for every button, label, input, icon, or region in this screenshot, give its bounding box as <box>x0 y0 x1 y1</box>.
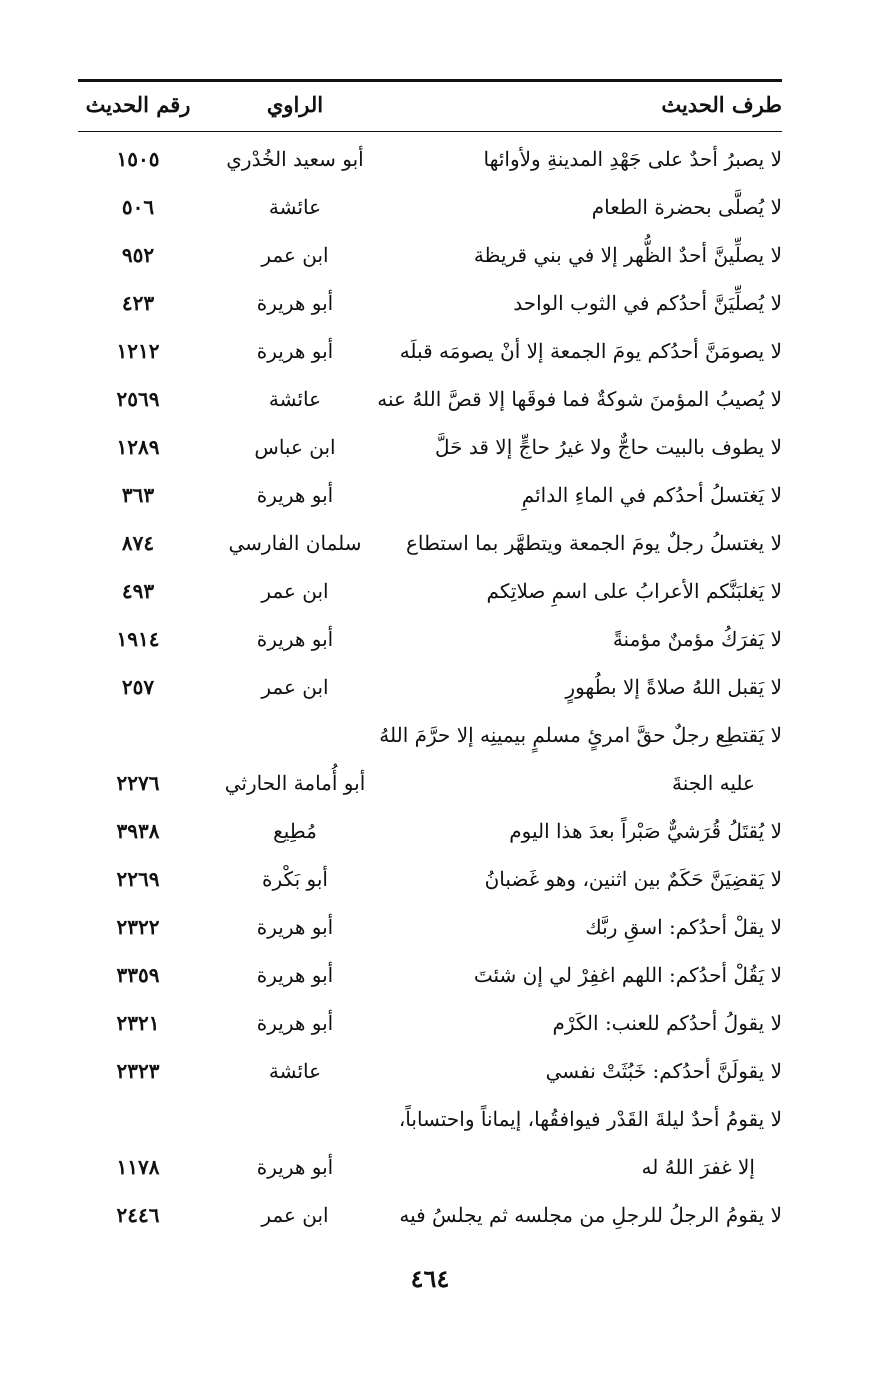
narrator: ابن عمر <box>261 579 329 603</box>
hadith-number: ٢٣٢٢ <box>116 915 160 939</box>
narrator: أبو هريرة <box>256 627 334 651</box>
table-row <box>0 230 885 278</box>
table-row <box>0 374 885 422</box>
table-row <box>0 278 885 326</box>
narrator: أبو أُمامة الحارثي <box>224 771 366 795</box>
hadith-text: لا يُصلَّى بحضرة الطعام <box>591 195 782 219</box>
hadith-number: ٣٣٥٩ <box>116 963 160 987</box>
header-hadith: طرف الحديث <box>661 92 782 117</box>
hadith-text: لا يقولَنَّ أحدُكم: خَبُثَتْ نفسي <box>545 1059 782 1083</box>
narrator: ابن عمر <box>261 243 329 267</box>
narrator: أبو سعيد الخُدْري <box>226 147 364 171</box>
hadith-number: ١١٧٨ <box>116 1155 160 1179</box>
hadith-text-line2: إلا غفرَ اللهُ له <box>641 1155 755 1179</box>
table-row <box>0 712 885 808</box>
hadith-number: ٩٥٢ <box>121 243 155 267</box>
narrator: ابن عباس <box>254 435 336 459</box>
hadith-text: لا يَغتسلُ أحدُكم في الماءِ الدائمِ <box>521 483 782 507</box>
narrator: عائشة <box>268 1059 322 1083</box>
hadith-number: ٨٧٤ <box>121 531 155 555</box>
hadith-number: ٥٠٦ <box>121 195 155 219</box>
hadith-number: ٢٤٤٦ <box>116 1203 160 1227</box>
hadith-number: ٣٩٣٨ <box>116 819 160 843</box>
table-row <box>0 422 885 470</box>
narrator: ابن عمر <box>261 1203 329 1227</box>
hadith-number: ١٥٠٥ <box>116 147 160 171</box>
hadith-text: لا يَقُلْ أحدُكم: اللهم اغفِرْ لي إن شئتَ <box>473 963 782 987</box>
page-number: ٤٦٤ <box>410 1264 450 1293</box>
table-row <box>0 998 885 1046</box>
hadith-number: ٢٣٢١ <box>116 1011 160 1035</box>
narrator: عائشة <box>268 195 322 219</box>
header-narrator: الراوي <box>266 92 324 117</box>
table-row <box>0 182 885 230</box>
narrator: مُطِيع <box>273 819 317 843</box>
table-row <box>0 902 885 950</box>
table-row <box>0 518 885 566</box>
narrator: أبو هريرة <box>256 963 334 987</box>
hadith-number: ١٢١٢ <box>116 339 160 363</box>
hadith-text: لا يقلْ أحدُكم: اسقِ ربَّك <box>585 915 782 939</box>
hadith-text: لا يغتسلُ رجلٌ يومَ الجمعة ويتطهَّر بما استطاع <box>405 531 782 555</box>
hadith-text: لا يَغلبَنَّكم الأعرابُ على اسمِ صلاتِكم <box>486 579 782 603</box>
hadith-number: ٢٥٦٩ <box>116 387 160 411</box>
hadith-text: لا يطوف بالبيت حاجٌّ ولا غيرُ حاجٍّ إلا قد حَلَّ <box>435 435 782 459</box>
narrator: أبو هريرة <box>256 1155 334 1179</box>
table-row <box>0 662 885 710</box>
narrator: أبو بَكْرة <box>262 867 328 891</box>
table-row <box>0 1096 885 1192</box>
table-row <box>0 614 885 662</box>
hadith-number: ١٩١٤ <box>116 627 160 651</box>
narrator: أبو هريرة <box>256 483 334 507</box>
table-row <box>0 854 885 902</box>
header-number: رقم الحديث <box>85 92 191 117</box>
hadith-number: ٢٢٦٩ <box>116 867 160 891</box>
hadith-text: لا يقولُ أحدُكم للعنب: الكَرْم <box>552 1011 782 1035</box>
hadith-number: ٤٢٣ <box>121 291 155 315</box>
hadith-number: ٣٦٣ <box>121 483 155 507</box>
table-row <box>0 950 885 998</box>
hadith-text: لا يَفرَكُ مؤمنٌ مؤمنةً <box>612 627 782 651</box>
narrator: أبو هريرة <box>256 915 334 939</box>
hadith-text-line1: لا يَقتطِع رجلٌ حقَّ امرئٍ مسلمٍ بيمينِه إلا حرَّمَ اللهُ <box>379 723 782 747</box>
hadith-number: ١٢٨٩ <box>116 435 160 459</box>
hadith-text: لا يُقتَلُ قُرَشيٌّ صَبْراً بعدَ هذا اليوم <box>509 819 782 843</box>
hadith-number: ٢٢٧٦ <box>116 771 160 795</box>
table-row <box>0 326 885 374</box>
table-row <box>0 134 885 182</box>
narrator: عائشة <box>268 387 322 411</box>
hadith-text: لا يصبرُ أحدٌ على جَهْدِ المدينةِ ولأوائها <box>483 147 782 171</box>
narrator: ابن عمر <box>261 675 329 699</box>
hadith-text: لا يُصلِّيَنَّ أحدُكم في الثوب الواحد <box>513 291 782 315</box>
table-row <box>0 470 885 518</box>
narrator: سلمان الفارسي <box>228 531 362 555</box>
hadith-number: ٢٣٢٣ <box>116 1059 160 1083</box>
hadith-text-line2: عليه الجنةَ <box>672 771 755 795</box>
table-row <box>0 1190 885 1238</box>
hadith-text: لا يُصيبُ المؤمنَ شوكةٌ فما فوقَها إلا قصَّ اللهُ عنه <box>377 387 782 411</box>
table-row <box>0 566 885 614</box>
hadith-number: ٤٩٣ <box>121 579 155 603</box>
table-row <box>0 806 885 854</box>
narrator: أبو هريرة <box>256 291 334 315</box>
table-row <box>0 1046 885 1094</box>
narrator: أبو هريرة <box>256 1011 334 1035</box>
hadith-text: لا يقومُ الرجلُ للرجلِ من مجلسه ثم يجلسُ فيه <box>399 1203 782 1227</box>
hadith-text: لا يَقضِيَنَّ حَكَمٌ بين اثنين، وهو غَضبانُ <box>484 867 782 891</box>
hadith-text: لا يَقبل اللهُ صلاةً إلا بطُهورٍ <box>565 675 782 699</box>
hadith-text-line1: لا يقومُ أحدٌ ليلةَ القَدْر فيوافقُها، إيماناً واحتساباً، <box>398 1107 782 1131</box>
narrator: أبو هريرة <box>256 339 334 363</box>
hadith-number: ٢٥٧ <box>121 675 155 699</box>
hadith-text: لا يصلِّينَّ أحدٌ الظُّهر إلا في بني قريظة <box>473 243 782 267</box>
hadith-text: لا يصومَنَّ أحدُكم يومَ الجمعة إلا أنْ يصومَه قبلَه <box>399 339 782 363</box>
